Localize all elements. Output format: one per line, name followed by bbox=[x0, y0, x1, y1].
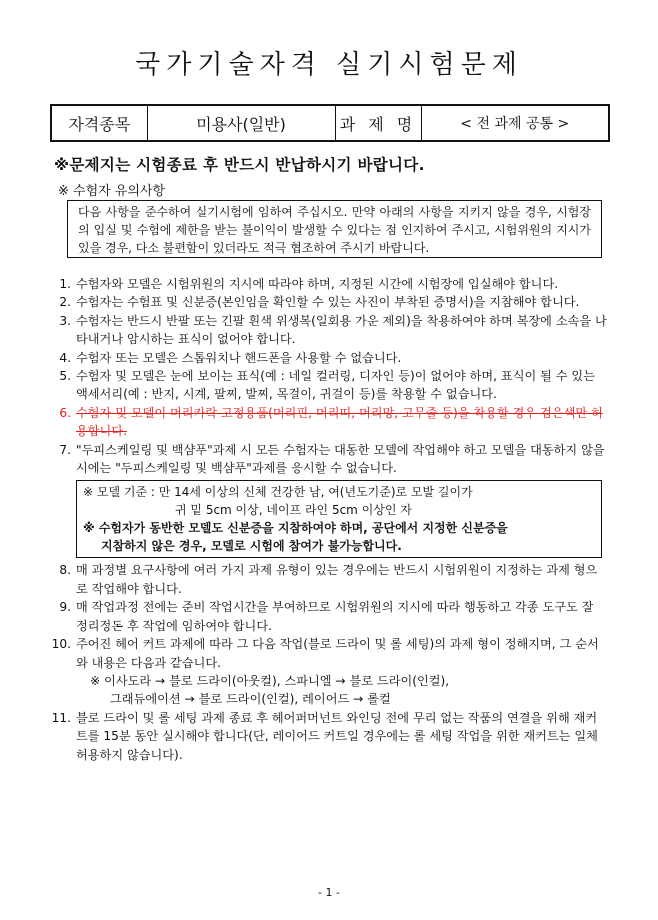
cautions-list bbox=[48, 275, 608, 764]
list-item: 3. 수험자는 반드시 반팔 또는 긴팔 흰색 위생복(일회용 가운 제외)을 착용하여야 하며 복장에 소속을 나타내거나 암시하는 표식이 없어야 합니다. bbox=[59, 313, 607, 347]
list-item-struck: 6. 수험자 및 모델이 머리카락 고정용품(머리핀, 머리띠, 머리망, 고무줄 등)을 착용할 경우 검은색만 허용합니다. bbox=[59, 405, 603, 439]
model-line: 지참하지 않은 경우, 모델로 시험에 참여가 불가능합니다. bbox=[101, 539, 402, 554]
list-item: 11. 블로 드라이 및 롤 세팅 과제 종료 후 헤어퍼머넌트 와인딩 전에 무리 없는 작품의 연결을 위해 재커트를 15분 동안 실시해야 합니다(단, 레이어드 커트일 경우에는 롤 세팅 작업을 위한 재커트는 일체 허용하지 않습니다). bbox=[51, 710, 598, 762]
page-title: 국가기술자격 실기시험문제 bbox=[135, 50, 523, 80]
model-criteria-box bbox=[76, 480, 602, 558]
list-item: 10. 주어진 헤어 커트 과제에 따라 그 다음 작업(블로 드라이 및 롤 세팅)의 과제 형이 정해지며, 그 순서와 내용은 다음과 같습니다. ※ 이사도라 → 블로 드라이(아웃컬), 스파니엘 → 블로 드라이(인컬), 그래듀에이션 → 블로 드라이(인컬), 레이어드 → 롤컬 bbox=[48, 635, 608, 709]
list-item: 9. 매 작업과정 전에는 준비 작업시간을 부여하므로 시험위원의 지시에 따라 행동하고 각종 도구도 잘 정리정돈 후 작업에 임하여야 합니다. bbox=[59, 600, 594, 633]
header-table bbox=[50, 104, 610, 142]
list-item: 5. 수험자 및 모델은 눈에 보이는 표식(예 : 네일 컬러링, 디자인 등)이 없어야 하며, 표식이 될 수 있는 액세서리(예 : 반지, 시계, 팔찌, 발찌, 목걸이, 귀걸이 등)를 착용할 수 없습니다. bbox=[59, 369, 595, 402]
item10-note: ※ 이사도라 → 블로 드라이(아웃컬), 스파니엘 → 블로 드라이(인컬), bbox=[90, 673, 450, 688]
list-item: 4. 수험자 또는 모델은 스톱워치나 핸드폰을 사용할 수 없습니다. bbox=[59, 350, 402, 365]
task-value: < 전 과제 공통 > bbox=[421, 105, 609, 141]
list-item: 8. 매 과정별 요구사항에 여러 가지 과제 유형이 있는 경우에는 반드시 시험위원이 지정하는 과제 형으로 작업해야 합니다. bbox=[59, 563, 598, 596]
model-line: 귀 밑 5cm 이상, 네이프 라인 5cm 이상인 자 bbox=[175, 503, 412, 518]
model-line: ※ 수험자가 동반한 모델도 신분증을 지참하여야 하며, 공단에서 지정한 신분증을 bbox=[83, 521, 508, 536]
model-line: ※ 모델 기준 : 만 14세 이상의 신체 건강한 남, 여(년도기준)로 모발 길이가 bbox=[83, 485, 473, 500]
return-notice: ※문제지는 시험종료 후 반드시 반납하시기 바랍니다. bbox=[54, 156, 425, 174]
task-label: 과 제 명 bbox=[335, 105, 421, 141]
intro-box: 다음 사항을 준수하여 실기시험에 임하여 주십시오. 만약 아래의 사항을 지키지 않을 경우, 시험장의 입실 및 수험에 제한을 받는 불이익이 발생할 수 있다는 점 인지하여 주시고, 시험위원의 지시가 있을 경우, 다소 불편함이 있더라도 적극 협조하여 주시기 바랍니다. bbox=[67, 200, 602, 258]
list-item: 1. 수험자와 모델은 시험위원의 지시에 따라야 하며, 지정된 시간에 시험장에 입실해야 합니다. bbox=[59, 277, 559, 291]
item10-note: 그래듀에이션 → 블로 드라이(인컬), 레이어드 → 롤컬 bbox=[110, 692, 391, 707]
cautions-heading: ※ 수험자 유의사항 bbox=[58, 184, 166, 199]
field-label: 자격종목 bbox=[51, 105, 147, 141]
field-value: 미용사(일반) bbox=[147, 105, 335, 141]
page-number: - 1 - bbox=[318, 886, 340, 899]
list-item: 2. 수험자는 수험표 및 신분증(본인임을 확인할 수 있는 사진이 부착된 증명서)을 지참해야 합니다. bbox=[59, 295, 580, 310]
list-item: 7. "두피스케일링 및 백샴푸"과제 시 모든 수험자는 대동한 모델에 작업해야 하고 모델을 대동하지 않을 시에는 "두피스케일링 및 백샴푸"과제를 응시할 수 없습니다. bbox=[59, 442, 605, 476]
